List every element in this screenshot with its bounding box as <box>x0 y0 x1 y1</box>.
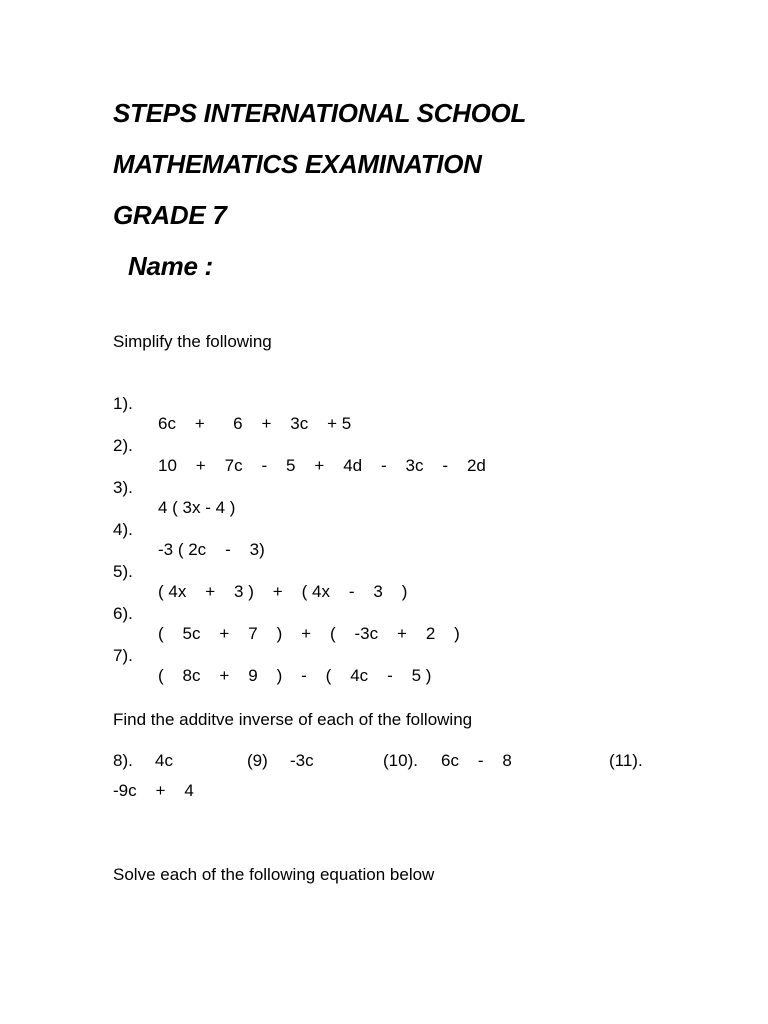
solve-instruction: Solve each of the following equation below <box>113 865 435 884</box>
grade-label: GRADE 7 <box>113 200 227 230</box>
item-expression: -9c + 4 <box>113 781 194 800</box>
problem-number: 4). <box>113 520 133 539</box>
item-number: 8). <box>113 751 133 770</box>
problem-1 <box>113 374 352 433</box>
problem-number: 1). <box>113 394 133 413</box>
item-expression: -3c <box>290 751 314 770</box>
school-name: STEPS INTERNATIONAL SCHOOL <box>113 98 527 128</box>
problem-expression: 10 + 7c - 5 + 4d - 3c - 2d <box>158 456 486 475</box>
problem-number: 3). <box>113 478 133 497</box>
problem-expression: ( 8c + 9 ) - ( 4c - 5 ) <box>158 666 432 685</box>
problem-expression: ( 5c + 7 ) + ( -3c + 2 ) <box>158 624 460 643</box>
item-expression: 4c <box>155 751 173 770</box>
simplify-instruction: Simplify the following <box>113 332 272 351</box>
item-expression: 6c - 8 <box>441 751 512 770</box>
problem-expression: ( 4x + 3 ) + ( 4x - 3 ) <box>158 582 408 601</box>
problem-expression: 4 ( 3x - 4 ) <box>158 498 236 517</box>
problem-expression: -3 ( 2c - 3) <box>158 540 265 559</box>
item-number: (11). <box>609 751 643 770</box>
name-label: Name : <box>128 251 213 281</box>
exam-title: MATHEMATICS EXAMINATION <box>113 149 482 179</box>
problem-number: 7). <box>113 646 133 665</box>
problem-number: 5). <box>113 562 133 581</box>
item-number: (9) <box>247 751 268 770</box>
problem-expression: 6c + 6 + 3c + 5 <box>158 414 352 433</box>
item-number: (10). <box>383 751 418 770</box>
problem-number: 6). <box>113 604 133 623</box>
problem-number: 2). <box>113 436 133 455</box>
additive-inverse-instruction: Find the additve inverse of each of the following <box>113 710 473 729</box>
problem-3 <box>113 458 236 517</box>
